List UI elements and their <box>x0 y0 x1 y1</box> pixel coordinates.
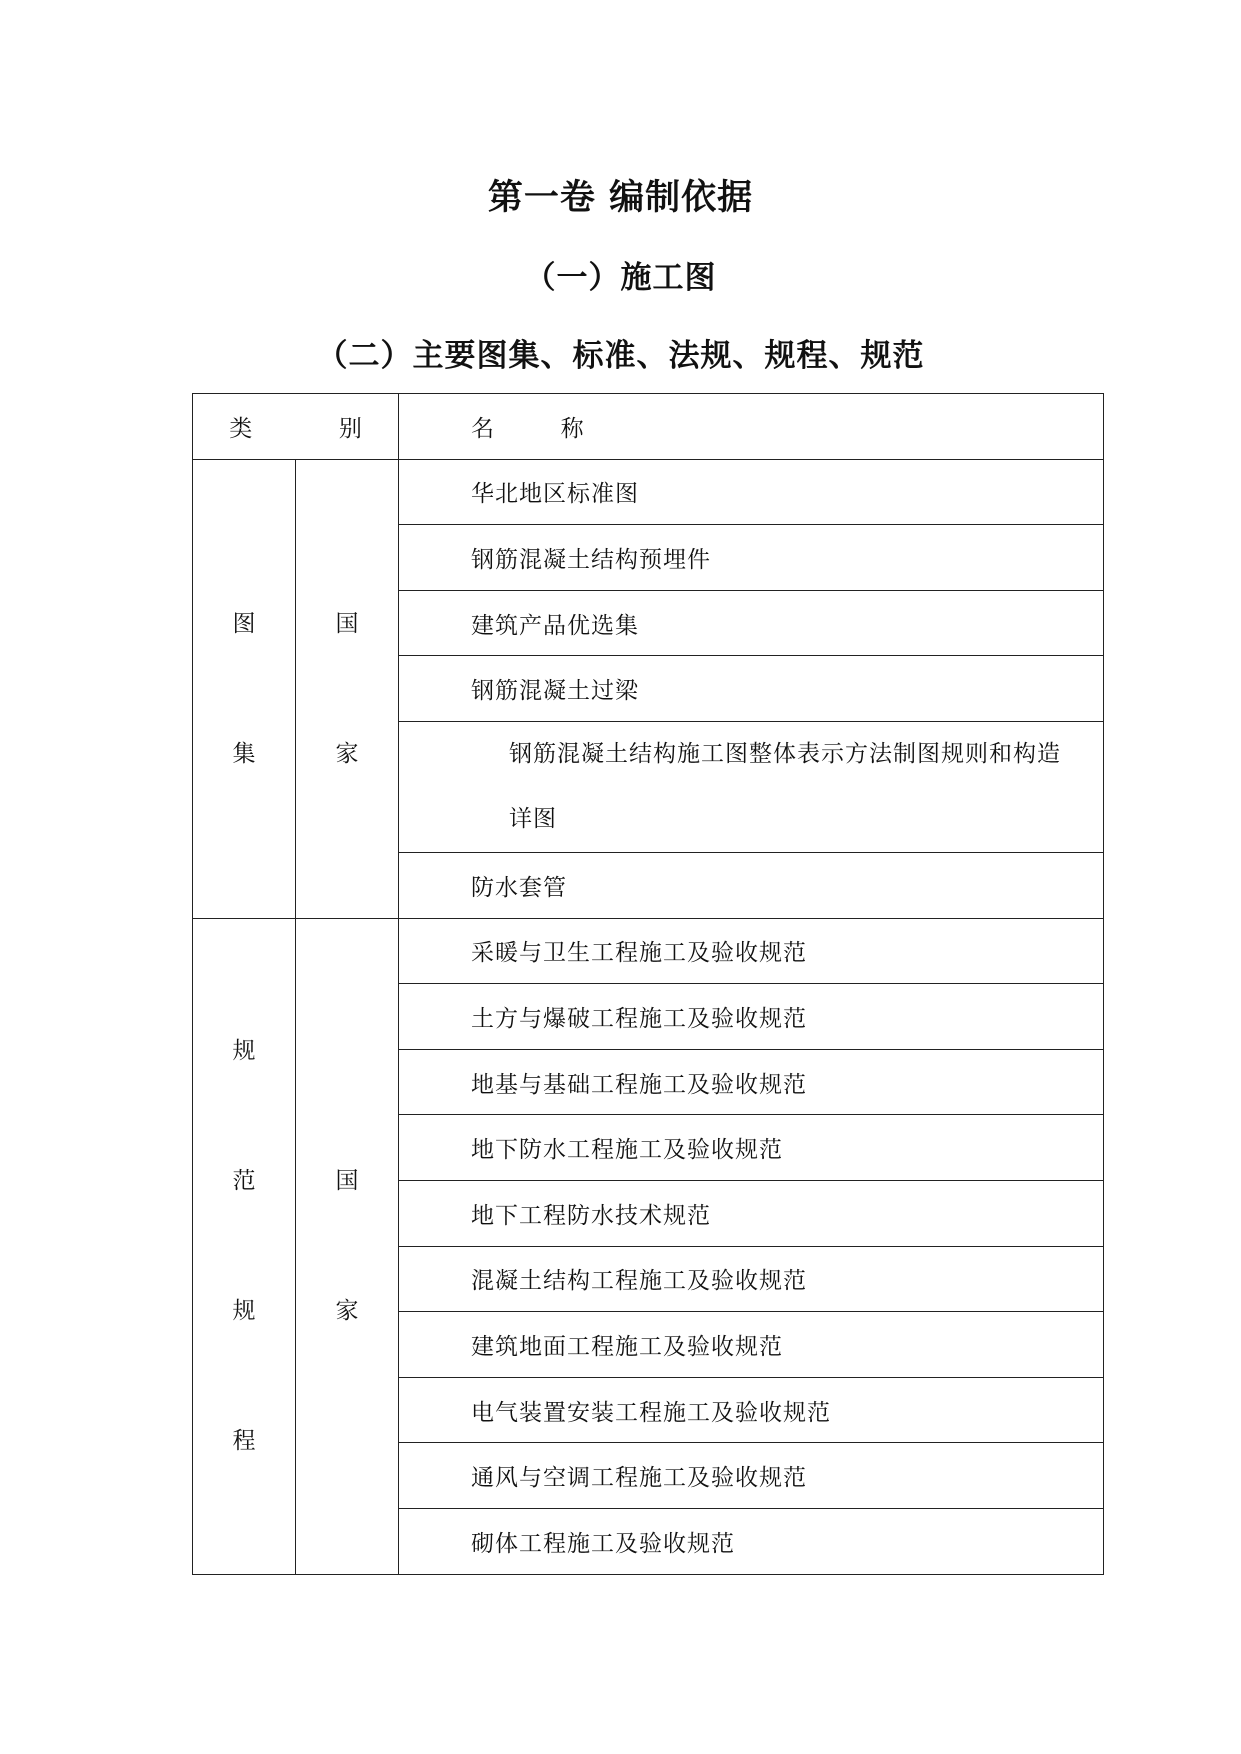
item-name: 钢筋混凝土结构预埋件 <box>399 525 1104 591</box>
category-char: 集 <box>232 740 256 767</box>
level-char: 家 <box>335 740 359 767</box>
level-cell-national <box>296 918 399 1574</box>
item-name: 地下工程防水技术规范 <box>399 1180 1104 1246</box>
item-name: 混凝土结构工程施工及验收规范 <box>399 1246 1104 1312</box>
header-category-char-a: 类 <box>229 415 253 442</box>
item-name: 钢筋混凝土过梁 <box>399 656 1104 722</box>
category-char: 范 <box>232 1168 256 1195</box>
item-name: 建筑产品优选集 <box>399 590 1104 656</box>
item-name: 钢筋混凝土结构施工图整体表示方法制图规则和构造详图 <box>399 721 1104 852</box>
item-name: 建筑地面工程施工及验收规范 <box>399 1312 1104 1378</box>
table-row <box>193 918 1104 984</box>
header-name <box>399 394 1104 460</box>
header-name-char-a: 名 <box>471 415 494 442</box>
header-category <box>193 394 399 460</box>
item-name: 地基与基础工程施工及验收规范 <box>399 1049 1104 1115</box>
section-standards-and-codes: （二）主要图集、标准、法规、规程、规范 <box>316 338 925 374</box>
basis-table <box>192 393 1104 1575</box>
item-name: 土方与爆破工程施工及验收规范 <box>399 984 1104 1050</box>
level-char: 家 <box>335 1298 359 1325</box>
item-name: 防水套管 <box>399 852 1104 918</box>
header-category-char-b: 别 <box>338 415 362 442</box>
level-char: 国 <box>335 610 359 637</box>
category-char: 程 <box>232 1428 256 1455</box>
header-name-char-b: 称 <box>560 415 584 442</box>
item-name: 通风与空调工程施工及验收规范 <box>399 1443 1104 1509</box>
category-char: 规 <box>232 1298 256 1325</box>
section-construction-drawings: （一）施工图 <box>524 260 717 296</box>
item-name: 采暖与卫生工程施工及验收规范 <box>399 918 1104 984</box>
category-cell-codes <box>193 918 296 1574</box>
item-name: 电气装置安装工程施工及验收规范 <box>399 1377 1104 1443</box>
level-cell-national <box>296 459 399 918</box>
item-name: 华北地区标准图 <box>399 459 1104 525</box>
table-row <box>193 459 1104 525</box>
volume-title: 第一卷 编制依据 <box>487 178 754 218</box>
item-name: 砌体工程施工及验收规范 <box>399 1508 1104 1574</box>
table-header-row <box>193 394 1104 460</box>
level-char: 国 <box>335 1168 359 1195</box>
category-char: 图 <box>232 610 256 637</box>
item-name: 地下防水工程施工及验收规范 <box>399 1115 1104 1181</box>
category-char: 规 <box>232 1038 256 1065</box>
category-cell-atlas <box>193 459 296 918</box>
